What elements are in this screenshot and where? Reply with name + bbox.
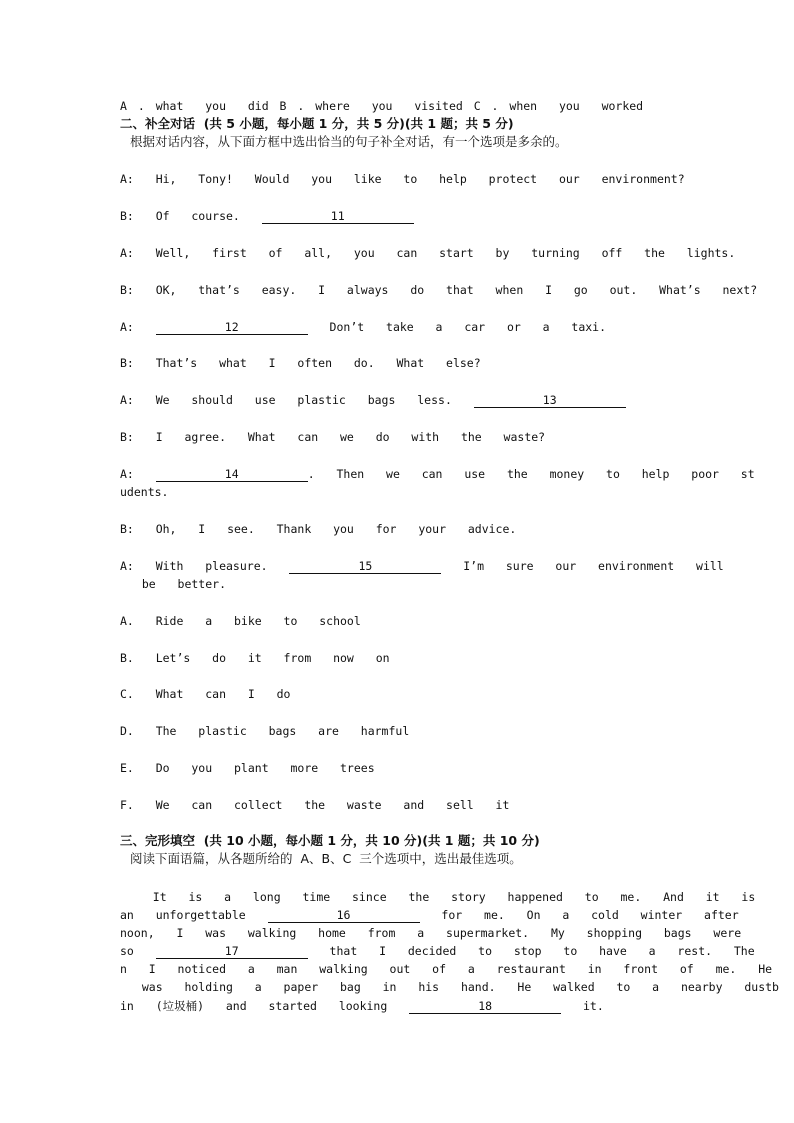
passage-line-2 <box>120 906 739 924</box>
option-d: D. The plastic bags are harmful <box>120 724 410 738</box>
blank-13[interactable]: 13 <box>474 393 626 408</box>
passage-line-4 <box>120 942 755 960</box>
dialogue-text: B: Of course. <box>120 209 262 223</box>
dialogue-text: A: With pleasure. <box>120 559 290 573</box>
option-c: C. What can I do <box>120 687 291 701</box>
dialogue-line-1: A: Hi, Tony! Would you like to help protect our environment? <box>120 172 685 186</box>
option-f: F. We can collect the waste and sell it <box>120 798 510 812</box>
dialogue-text: A: <box>120 467 156 481</box>
option-a: A. Ride a bike to school <box>120 614 361 628</box>
dialogue-line-11 <box>120 557 724 575</box>
passage-text: for me. On a cold winter after <box>419 908 739 922</box>
blank-18[interactable]: 18 <box>409 999 561 1014</box>
dialogue-line-7 <box>120 391 680 409</box>
dialogue-line-5 <box>120 318 680 336</box>
dialogue-line-6: B: That’s what I often do. What else? <box>120 356 481 370</box>
section2-heading: 二、补全对话 (共 5 小题，每小题 1 分，共 5 分)(共 1 题；共 5 分) <box>120 116 514 131</box>
section2-instruction: 根据对话内容，从下面方框中选出恰当的句子补全对话，有一个选项是多余的。 <box>130 134 568 149</box>
dialogue-text: . Then we can use the money to help poor st <box>307 467 755 481</box>
blank-17[interactable]: 17 <box>156 944 308 959</box>
option-b: B. Let’s do it from now on <box>120 651 390 665</box>
passage-line-5: n I noticed a man walking out of a restaurant in front of me. He <box>120 962 773 976</box>
dialogue-line-9-cont: udents. <box>120 485 169 499</box>
blank-12[interactable]: 12 <box>156 320 308 335</box>
passage-line-7 <box>120 997 680 1015</box>
passage-text: so <box>120 944 156 958</box>
passage-text: that I decided to stop to have a rest. The <box>307 944 755 958</box>
blank-11[interactable]: 11 <box>262 209 414 224</box>
dialogue-line-11-cont: be better. <box>120 577 227 591</box>
dialogue-line-3: A: Well, first of all, you can start by turning off the lights. <box>120 246 736 260</box>
dialogue-text: I’m sure our environment will <box>441 559 724 573</box>
passage-text: an unforgettable <box>120 908 268 922</box>
dialogue-text: Don’t take a car or a taxi. <box>307 320 607 334</box>
option-e: E. Do you plant more trees <box>120 761 375 775</box>
dialogue-line-4: B: OK, that’s easy. I always do that when I go out. What’s next? <box>120 283 758 297</box>
blank-15[interactable]: 15 <box>289 559 441 574</box>
passage-line-3: noon, I was walking home from a supermarket. My shopping bags were <box>120 926 742 940</box>
section3-heading: 三、完形填空 (共 10 小题，每小题 1 分，共 10 分)(共 1 题；共 10 分) <box>120 833 540 848</box>
section3-instruction: 阅读下面语篇，从各题所给的 A、B、C 三个选项中，选出最佳选项。 <box>130 851 522 866</box>
previous-question-options: A . what you did B . where you visited C . when you worked <box>120 99 644 113</box>
blank-16[interactable]: 16 <box>268 908 420 923</box>
passage-line-6: was holding a paper bag in his hand. He walked to a nearby dustb <box>120 980 779 994</box>
dialogue-line-9 <box>120 465 755 483</box>
dialogue-line-10: B: Oh, I see. Thank you for your advice. <box>120 522 517 536</box>
dialogue-text: A: <box>120 320 156 334</box>
dialogue-text: A: We should use plastic bags less. <box>120 393 474 407</box>
blank-14[interactable]: 14 <box>156 467 308 482</box>
dialogue-line-8: B: I agree. What can we do with the waste? <box>120 430 546 444</box>
dialogue-line-2 <box>120 207 680 225</box>
passage-line-1: It is a long time since the story happened to me. And it is <box>120 890 756 904</box>
passage-text: it. <box>561 999 604 1013</box>
passage-text: in (垃圾桶) and started looking <box>120 999 410 1013</box>
